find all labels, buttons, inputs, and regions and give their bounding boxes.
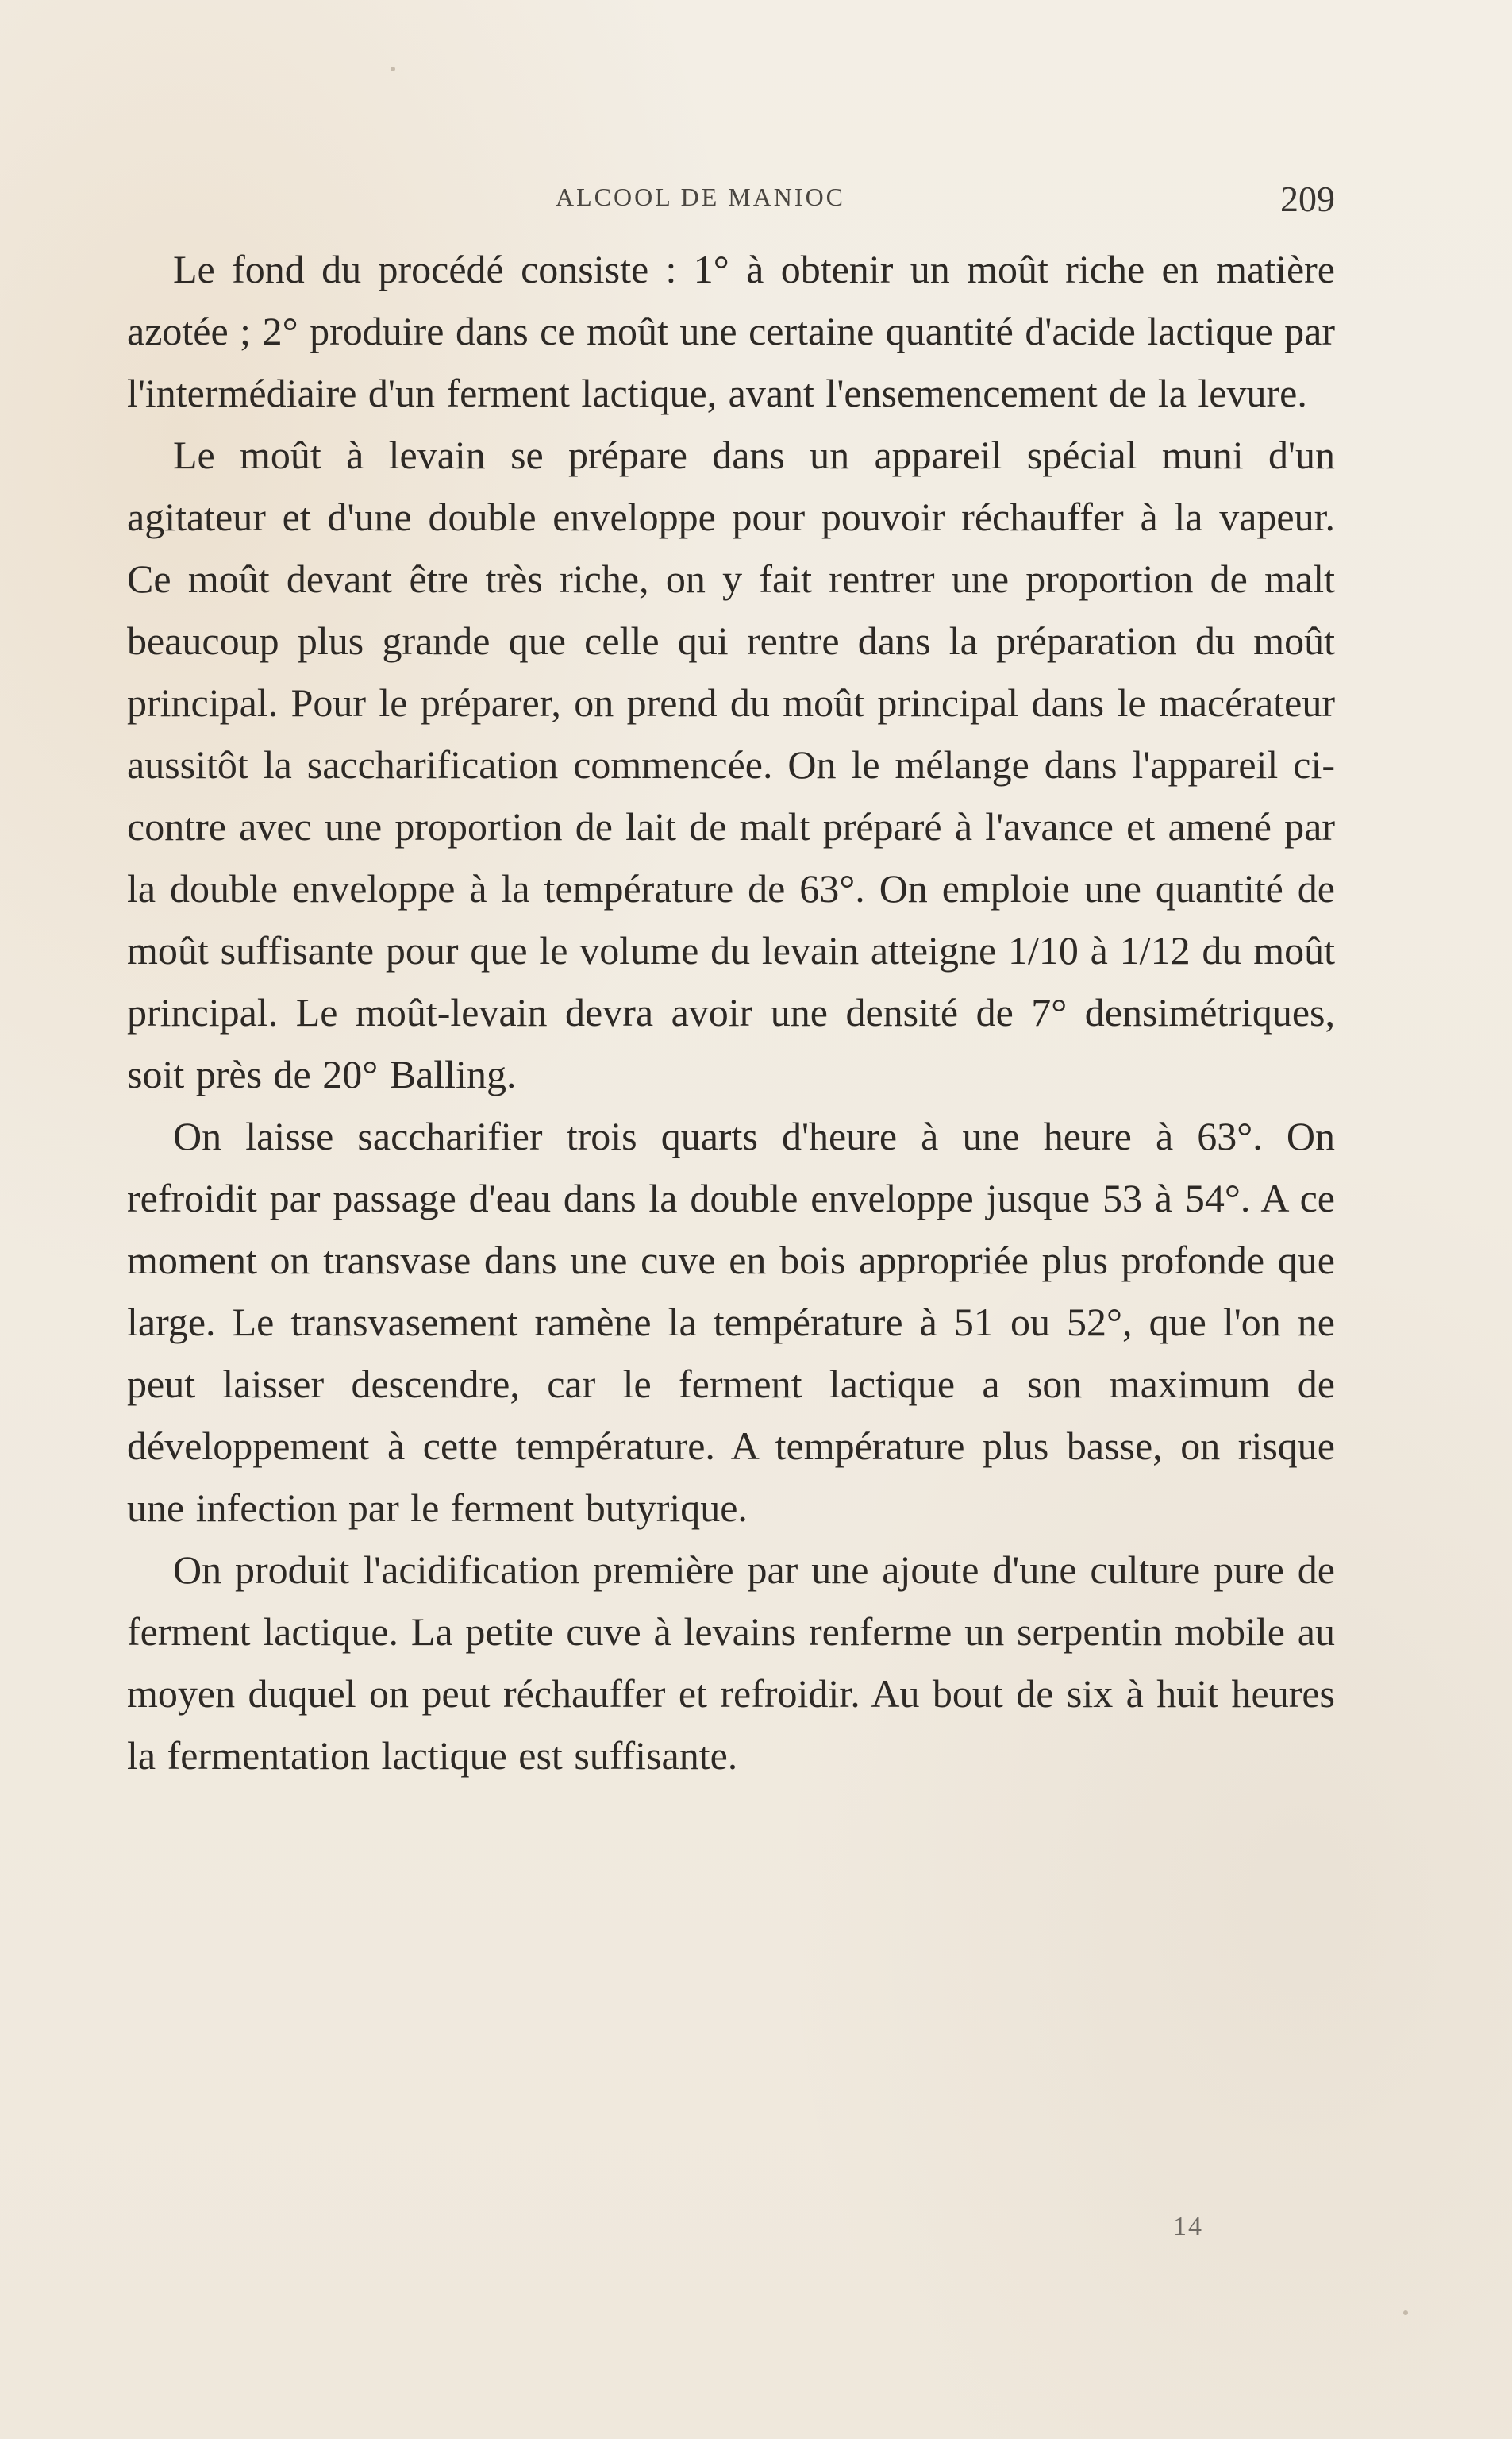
page-number: 209: [1280, 179, 1335, 219]
running-head: ALCOOL DE MANIOC: [556, 183, 846, 211]
paper-speck: [391, 67, 395, 71]
paragraph-3: On laisse saccharifier trois quarts d'heure à une heure à 63°. On refroidit par passage d'eau dans la double enveloppe jusque 53 à 54°. A ce moment on transvase dans une cuve en bois appropriée plus profonde que large. Le transvasement ramène la température à 51 ou 52°, que l'on ne peut laisser descendre, car le ferment lactique a son maximum de développement à cette température. A température plus basse, on risque une infection par le ferment butyrique.: [127, 1114, 1335, 1530]
body-text: [127, 238, 1335, 1786]
page-header: [127, 178, 1335, 219]
paragraph-2: Le moût à levain se prépare dans un appareil spécial muni d'un agitateur et d'une double enveloppe pour pouvoir réchauffer à la vapeur. Ce moût devant être très riche, on y fait rentrer une proportion de malt beaucoup plus grande que celle qui rentre dans la préparation du moût principal. Pour le préparer, on prend du moût principal dans le macérateur aussitôt la saccharification commencée. On le mélange dans l'appareil ci-contre avec une proportion de lait de malt préparé à l'avance et amené par la double enveloppe à la température de 63°. On emploie une quantité de moût suffisante pour que le volume du levain atteigne 1/10 à 1/12 du moût principal. Le moût-levain devra avoir une densité de 7° densimétriques, soit près de 20° Balling.: [127, 433, 1335, 1096]
paragraph-1: Le fond du procédé consiste : 1° à obtenir un moût riche en matière azotée ; 2° produire dans ce moût une certaine quantité d'acide lactique par l'intermédiaire d'un ferment lactique, avant l'ensemencement de la levure.: [127, 247, 1335, 415]
paragraph-4: On produit l'acidification première par une ajoute d'une culture pure de ferment lactique. La petite cuve à levains renferme un serpentin mobile au moyen duquel on peut réchauffer et refroidir. Au bout de six à huit heures la fermentation lactique est suffisante.: [127, 1547, 1335, 1778]
paper-speck: [1403, 2310, 1408, 2315]
signature-mark: 14: [1173, 2212, 1203, 2241]
